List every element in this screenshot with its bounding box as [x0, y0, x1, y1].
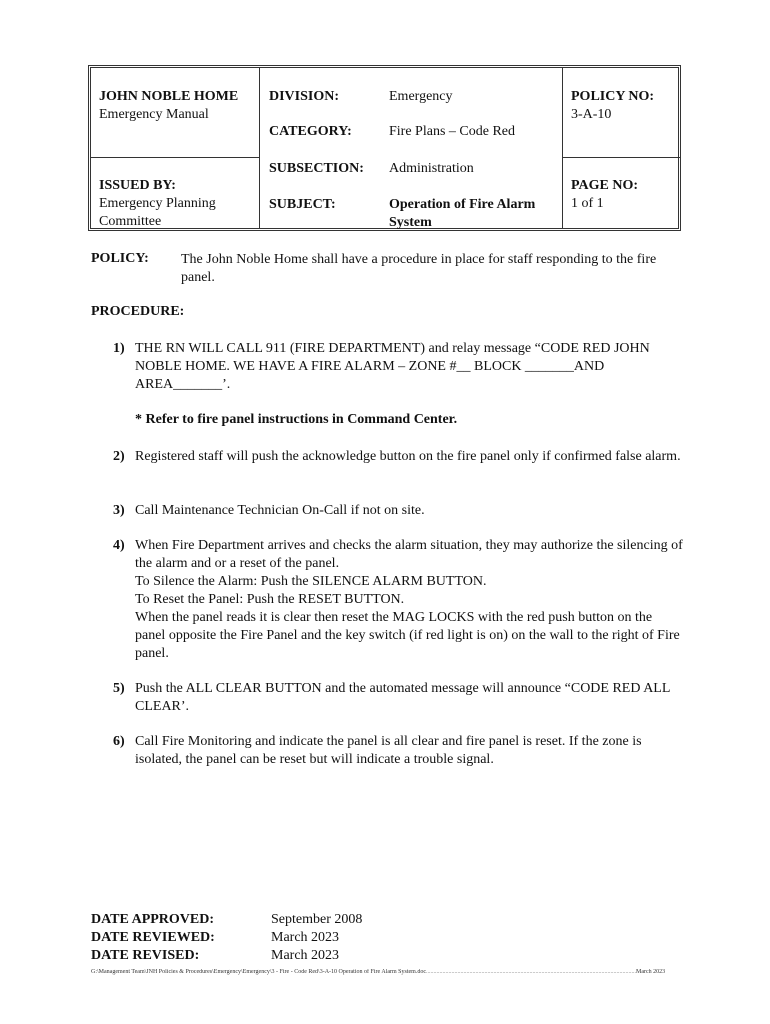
step-number: 3): [113, 503, 125, 518]
step-number: 6): [113, 734, 125, 749]
subject-label: SUBJECT:: [269, 197, 336, 212]
date-approved-value: September 2008: [271, 912, 363, 927]
table-divider: [259, 68, 260, 228]
policy-label: POLICY:: [91, 251, 149, 266]
step-line: To Reset the Panel: Push the RESET BUTTON.: [135, 592, 405, 607]
issued-by-line1: Emergency Planning: [99, 196, 216, 211]
date-reviewed-label: DATE REVIEWED:: [91, 930, 215, 945]
date-revised-value: March 2023: [271, 948, 340, 963]
issued-by-line2: Committee: [99, 214, 162, 229]
date-reviewed-value: March 2023: [271, 930, 340, 945]
category-value: Fire Plans – Code Red: [389, 124, 515, 139]
footer-leader: ............................................................................................................................................: [426, 969, 637, 975]
fire-panel-note: * Refer to fire panel instructions in Command Center.: [135, 412, 458, 427]
step-text: THE RN WILL CALL 911 (FIRE DEPARTMENT) and relay message “CODE RED JOHN NOBLE HOME. WE HAVE A FIRE ALARM – ZONE #__ BLOCK _______AND AREA_______’.: [135, 341, 650, 392]
table-divider: [562, 157, 681, 158]
org-name: JOHN NOBLE HOME: [99, 89, 239, 104]
step-number: 5): [113, 681, 125, 696]
policy-no-value: 3-A-10: [571, 107, 612, 122]
procedure-label: PROCEDURE:: [91, 304, 185, 319]
step-number: 4): [113, 538, 125, 553]
step-line: When Fire Department arrives and checks the alarm situation, they may authorize the silencing of the alarm and or a reset of the panel.: [135, 538, 683, 571]
manual-name: Emergency Manual: [99, 107, 209, 122]
date-approved-label: DATE APPROVED:: [91, 912, 215, 927]
step-text: Call Maintenance Technician On-Call if not on site.: [135, 503, 425, 518]
subsection-label: SUBSECTION:: [269, 161, 364, 176]
table-divider: [91, 157, 259, 158]
subsection-value: Administration: [389, 161, 474, 176]
page-no-value: 1 of 1: [571, 196, 604, 211]
subject-line2: System: [389, 215, 432, 230]
footer-date: March 2023: [636, 969, 666, 975]
step-line: To Silence the Alarm: Push the SILENCE ALARM BUTTON.: [135, 574, 487, 589]
footer-file-path: G:\Management Team\JNH Policies & Procedures\Emergency\Emergency\3 - Fire - Code Red\3-A-10 Operation of Fire Alarm System.doc: [91, 969, 427, 975]
policy-header-table: [88, 65, 681, 231]
step-text: [135, 537, 683, 663]
category-label: CATEGORY:: [269, 124, 352, 139]
division-label: DIVISION:: [269, 89, 340, 104]
division-value: Emergency: [389, 89, 453, 104]
step-line: When the panel reads it is clear then reset the MAG LOCKS with the red push button on the panel opposite the Fire Panel and the key switch (if red light is on) on the wall to the right of Fire panel.: [135, 610, 680, 661]
date-revised-label: DATE REVISED:: [91, 948, 200, 963]
step-number: 2): [113, 449, 125, 464]
document-footer: [91, 969, 681, 975]
subject-line1: Operation of Fire Alarm: [389, 197, 536, 212]
step-text: Push the ALL CLEAR BUTTON and the automated message will announce “CODE RED ALL CLEAR’.: [135, 681, 670, 714]
page-no-label: PAGE NO:: [571, 178, 639, 193]
policy-no-label: POLICY NO:: [571, 89, 655, 104]
step-text: Registered staff will push the acknowledge button on the fire panel only if confirmed false alarm.: [135, 449, 681, 464]
step-number: 1): [113, 341, 125, 356]
table-divider: [562, 68, 563, 228]
step-text: Call Fire Monitoring and indicate the panel is all clear and fire panel is reset. If the zone is isolated, the panel can be reset but will indicate a trouble signal.: [135, 734, 642, 767]
issued-by-label: ISSUED BY:: [99, 178, 176, 193]
policy-text: The John Noble Home shall have a procedure in place for staff responding to the fire panel.: [181, 252, 657, 285]
